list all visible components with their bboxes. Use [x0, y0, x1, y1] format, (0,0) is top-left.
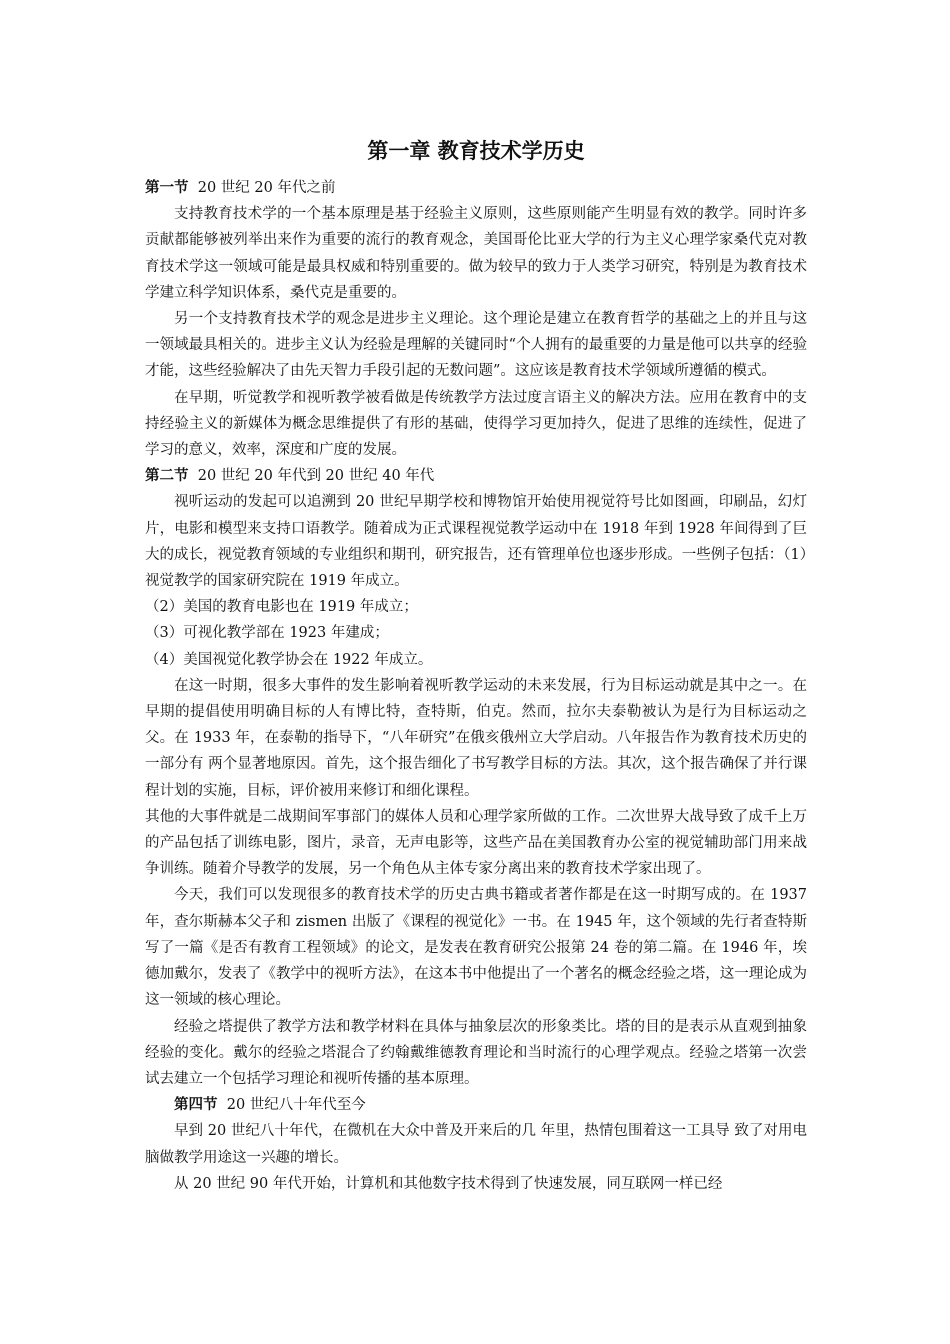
paragraph: 早到 20 世纪八十年代，在微机在大众中普及开来后的几 年里，热情包围着这一工具导 致了对用电脑做教学用途这一兴趣的增长。 — [145, 1123, 807, 1166]
chapter-title: 第一章 教育技术学历史 — [367, 138, 585, 163]
section-label: 第二节 — [145, 467, 189, 485]
list-item: （2）美国的教育电影也在 1919 年成立； — [145, 599, 418, 616]
paragraph: 从 20 世纪 90 年代开始，计算机和其他数字技术得到了快速发展，同互联网一样已经 — [174, 1175, 723, 1192]
section-heading-text: 20 世纪 20 年代到 20 世纪 40 年代 — [197, 468, 435, 485]
paragraph: 在早期，听觉教学和视听教学被看做是传统教学方法过度言语主义的解决方法。应用在教育中的支持经验主义的新媒体为概念思维提供了有形的基础，使得学习更加持久，促进了思维的连续性，促进了学习的意义，效率，深度和广度的发展。 — [145, 389, 807, 459]
paragraph: 视听运动的发起可以追溯到 20 世纪早期学校和博物馆开始使用视觉符号比如图画，印刷品，幻灯片，电影和模型来支持口语教学。随着成为正式课程视觉教学运动中在 1918 年到 1928 年间得到了巨大的成长，视觉教育领域的专业组织和期刊，研究报告，还有管理单位也逐步形成。一些例子包括：（1）视觉教学的国家研究院在 1919 年成立。 — [145, 494, 807, 590]
paragraph: 经验之塔提供了教学方法和教学材料在具体与抽象层次的形象类比。塔的目的是表示从直观到抽象经验的变化。戴尔的经验之塔混合了约翰戴维德教育理论和当时流行的心理学观点。经验之塔第一次尝试去建立一个包括学习理论和视听传播的基本原理。 — [145, 1018, 807, 1087]
section-label: 第四节 — [174, 1096, 218, 1114]
section-heading-4 — [145, 1092, 807, 1118]
list-item: （3）可视化教学部在 1923 年建成； — [145, 625, 389, 642]
section-heading-text: 20 世纪八十年代至今 — [226, 1097, 366, 1114]
section-heading-1 — [145, 175, 807, 201]
paragraph: 在这一时期，很多大事件的发生影响着视听教学运动的未来发展，行为目标运动就是其中之一。在早期的提倡使用明确目标的人有博比特，查特斯，伯克。然而，拉尔夫泰勒被认为是行为目标运动之父。在 1933 年，在泰勒的指导下，“八年研究”在俄亥俄州立大学启动。八年报告作为教育技术历史的一部分有 两个显著地原因。首先，这个报告细化了书写教学目标的方法。其次，这个报告确保了并行课程计划的实施，目标，评价被用来修订和细化课程。 — [145, 677, 807, 799]
paragraph: 今天，我们可以发现很多的教育技术学的历史古典书籍或者著作都是在这一时期写成的。在 1937 年，查尔斯赫本父子和 zismen 出版了《课程的视觉化》一书。在 1945 年，这个领域的先行者查特斯写了一篇《是否有教育工程领域》的论文，是发表在教育研究公报第 24 卷的第二篇。在 1946 年，埃德加戴尔，发表了《教学中的视听方法》，在这本书中他提出了一个著名的概念经验之塔，这一理论成为这一领域的核心理论。 — [145, 887, 807, 1009]
section-heading-2 — [145, 463, 807, 489]
paragraph: 支持教育技术学的一个基本原理是基于经验主义原则，这些原则能产生明显有效的教学。同时许多贡献都能够被列举出来作为重要的流行的教育观念，美国哥伦比亚大学的行为主义心理学家桑代克对教育技术学这一领域可能是最具权威和特别重要的。做为较早的致力于人类学习研究，特别是为教育技术学建立科学知识体系，桑代克是重要的。 — [145, 206, 807, 301]
section-label: 第一节 — [145, 179, 189, 196]
list-item: （4）美国视觉化教学协会在 1922 年成立。 — [145, 651, 433, 668]
section-heading-text: 20 世纪 20 年代之前 — [197, 180, 336, 196]
paragraph: 另一个支持教育技术学的观念是进步主义理论。这个理论是建立在教育哲学的基础之上的并且与这一领域最具相关的。进步主义认为经验是理解的关键同时“个人拥有的最重要的力量是他可以共享的经验才能，这些经验解决了由先天智力手段引起的无数问题”。这应该是教育技术学领域所遵循的模式。 — [145, 311, 807, 380]
paragraph: 其他的大事件就是二战期间军事部门的媒体人员和心理学家所做的工作。二次世界大战导致了成千上万的产品包括了训练电影，图片，录音，无声电影等，这些产品在美国教育办公室的视觉辅助部门用来战争训练。随着介导教学的发展，另一个角色从主体专家分离出来的教育技术学家出现了。 — [145, 808, 807, 878]
document-body — [145, 137, 807, 1197]
